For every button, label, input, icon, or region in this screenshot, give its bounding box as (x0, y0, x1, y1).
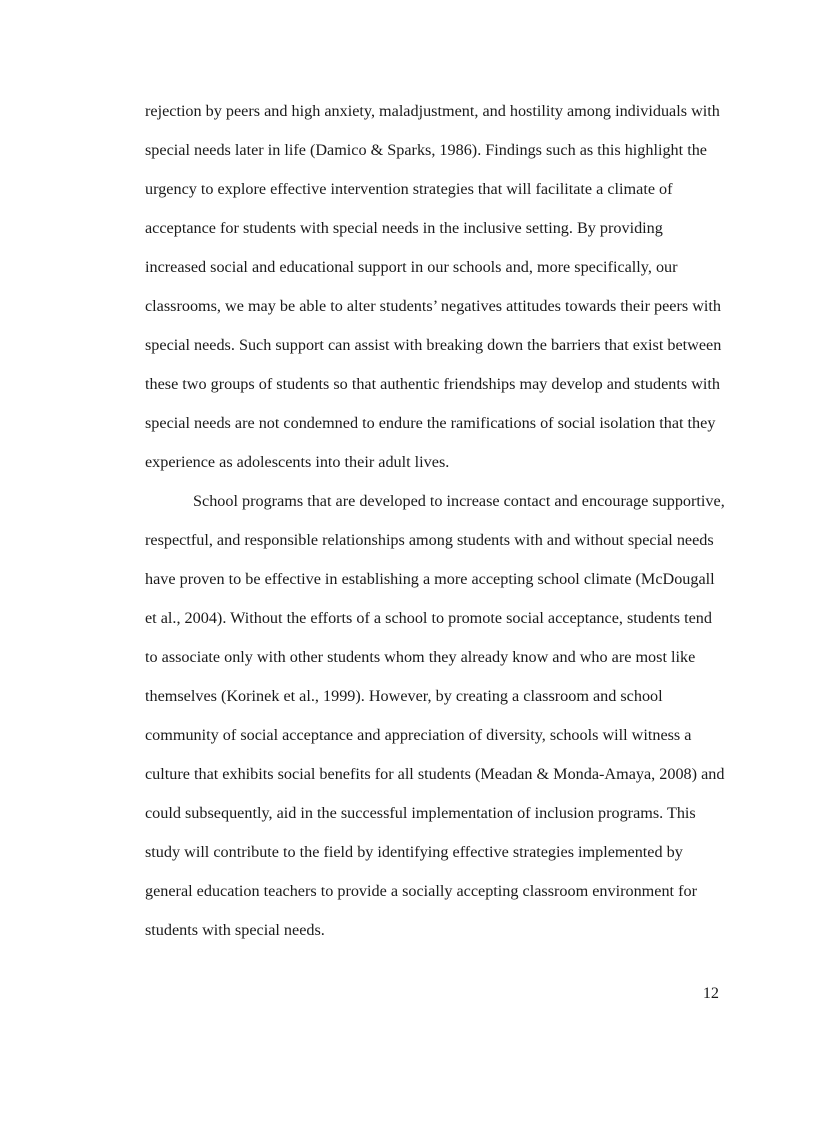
text-line: rejection by peers and high anxiety, maladjustment, and hostility among individuals with (145, 102, 720, 120)
text-line: classrooms, we may be able to alter students’ negatives attitudes towards their peers with (145, 297, 721, 315)
text-line: could subsequently, aid in the successful implementation of inclusion programs. This (145, 804, 696, 822)
text-line: increased social and educational support in our schools and, more specifically, our (145, 258, 678, 276)
text-line: these two groups of students so that authentic friendships may develop and students with (145, 375, 721, 393)
text-line: themselves (Korinek et al., 1999). However, by creating a classroom and school (145, 687, 663, 705)
text-line: respectful, and responsible relationships among students with and without special needs (145, 531, 714, 549)
text-line: experience as adolescents into their adult lives. (145, 453, 450, 471)
text-line: special needs later in life (Damico & Sparks, 1986). Findings such as this highlight the (145, 141, 707, 159)
page-number: 12 (702, 984, 719, 1002)
text-line: general education teachers to provide a socially accepting classroom environment for (145, 882, 697, 900)
text-line: acceptance for students with special needs in the inclusive setting. By providing (145, 219, 663, 237)
text-line: study will contribute to the field by identifying effective strategies implemented by (145, 843, 683, 861)
text-line: special needs. Such support can assist with breaking down the barriers that exist between (145, 336, 722, 354)
text-line: et al., 2004). Without the efforts of a school to promote social acceptance, students tend (145, 609, 712, 627)
text-line: students with special needs. (145, 921, 325, 939)
text-line: culture that exhibits social benefits for all students (Meadan & Monda-Amaya, 2008) and (145, 765, 725, 783)
text-line: School programs that are developed to increase contact and encourage supportive, (193, 492, 725, 510)
text-line: have proven to be effective in establishing a more accepting school climate (McDougall (145, 570, 715, 588)
text-line: urgency to explore effective intervention strategies that will facilitate a climate of (145, 180, 673, 198)
text-line: to associate only with other students whom they already know and who are most like (145, 648, 696, 666)
text-line: community of social acceptance and appreciation of diversity, schools will witness a (145, 726, 692, 744)
text-line: special needs are not condemned to endure the ramifications of social isolation that they (145, 414, 716, 432)
